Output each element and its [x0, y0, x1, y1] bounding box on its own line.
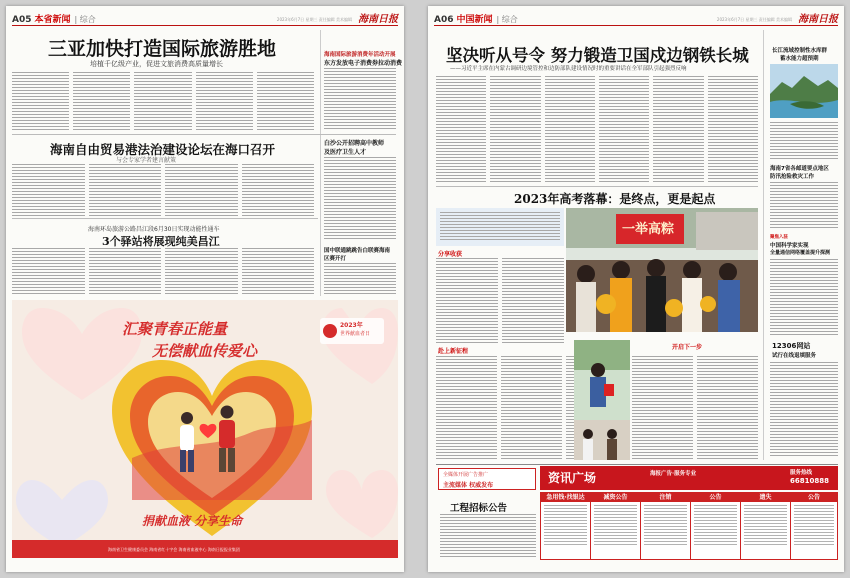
ad-slogan-line1: 汇聚青春正能量	[122, 320, 228, 338]
side-headline-mid: 白沙公开招聘高中教师	[324, 140, 385, 147]
page-number: A06	[434, 15, 454, 25]
sidebar-bottom-headline-2: 试行在线退填服务	[772, 353, 817, 359]
banner-text: 一举高粽	[622, 222, 675, 237]
section-name: 中国新闻	[456, 15, 493, 25]
date-line: 2023年6月7日 星期三 责任编辑 美术编辑	[716, 17, 792, 22]
section-tag-3: 开启下一步	[672, 344, 703, 351]
section-tag-2: 赴上新征程	[438, 348, 469, 355]
side-headline-mid-2: 及医疗卫生人才	[324, 149, 367, 156]
gaokao-lead-box	[436, 208, 564, 246]
story3-kicker: 海南环岛旅游公路昌江段6月30日实现动能性通车	[88, 226, 220, 233]
story2-subheadline: 与会专家学者建言献策	[116, 157, 177, 164]
ad-bottom-slogan: 捐献血液 分享生命	[142, 514, 243, 528]
ad-badge-text: 世界献血者日	[340, 331, 371, 337]
student-photo-1	[574, 340, 630, 420]
ad-column-3: 注销	[641, 493, 691, 559]
ad-footer-text: 海南省卫生健康委员会 海南省红十字会 海南省血液中心 海南日报报业集团	[108, 547, 240, 552]
ad-column-1: 急用钱·找银达	[541, 493, 591, 559]
section-tag-1: 分享收获	[438, 251, 463, 258]
newspaper-logo: 海南日报	[798, 14, 838, 25]
page-number: A05	[12, 15, 32, 25]
main-article-body	[436, 76, 758, 184]
side-article-low-body	[324, 263, 396, 296]
gaokao-headline: 2023年高考落幕：是终点，更是起点	[514, 192, 716, 206]
right-newspaper-page	[428, 6, 844, 572]
promo-box	[438, 468, 536, 490]
blood-donation-ad	[12, 300, 398, 558]
story2-body	[12, 164, 314, 216]
main-headline: 坚决听从号令 努力锻造卫国戍边钢铁长城	[446, 46, 749, 65]
gaokao-celebration-photo	[566, 208, 758, 332]
main-article-body	[12, 72, 314, 130]
main-subheadline: 培植千亿级产业，促进文旅消费高质量增长	[90, 60, 223, 68]
page-header	[434, 10, 838, 26]
side-kicker-top: 海南国际旅游消费年活动开展	[324, 52, 396, 58]
story2-headline: 海南自由贸易港法治建设论坛在海口召开	[50, 142, 276, 157]
ad-slogan-line2: 无偿献血传爱心	[152, 342, 258, 360]
ad-column-6: 公告	[791, 493, 837, 559]
sidebar-top-headline: 长江流域控制性水库群	[772, 48, 828, 54]
hotline-label: 服务热线	[790, 470, 813, 476]
main-headline: 三亚加快打造国际旅游胜地	[48, 38, 277, 60]
sidebar-mid-headline-2: 防汛抢险救灾工作	[770, 174, 815, 180]
hotline-number: 66810888	[790, 477, 829, 485]
ad-column-4: 公告	[691, 493, 741, 559]
sidebar-mid-headline: 海南7省各邮道要点地区	[770, 166, 829, 172]
sidebar-bottom-headline: 12306网站	[772, 342, 811, 350]
sidebar-low-body	[770, 259, 838, 337]
classified-ads	[540, 492, 838, 560]
story3-body	[12, 248, 314, 296]
side-headline-low: 国中联通跳跳告白联赛海南	[324, 248, 391, 254]
ad-badge-year: 2023年	[340, 322, 363, 329]
section-name: 本省新闻	[34, 15, 71, 25]
main-subheadline: ——习近平主席在内蒙古调研边境管控和边防部队建设情况时的重要讲话在全军部队引起强烈反响	[450, 66, 687, 72]
ad-column-2: 减资公告	[591, 493, 641, 559]
promo-text: 全媒体开展广告推广	[443, 472, 489, 478]
classified-header	[540, 466, 838, 490]
sidebar-top-headline-2: 蓄水能力超预期	[780, 56, 819, 62]
sidebar-low-headline: 中国科学家实现	[770, 243, 809, 249]
section-sub: | 综合	[74, 15, 96, 24]
sidebar-mid-body	[770, 182, 838, 228]
page-header	[12, 10, 398, 26]
newspaper-logo: 海南日报	[358, 14, 398, 25]
notice-body	[440, 514, 536, 558]
side-article-mid-body	[324, 157, 396, 241]
left-newspaper-page	[6, 6, 404, 572]
sidebar-top-body	[770, 122, 838, 160]
side-headline-top: 东方发放电子消费券拉动消费	[324, 60, 403, 67]
side-article-top-body	[324, 68, 396, 130]
sidebar-low-kicker: 聚焦入驻	[770, 235, 788, 240]
classified-title: 资讯广场	[548, 471, 597, 485]
sidebar-bottom-body	[770, 362, 838, 458]
gaokao-body-1	[436, 258, 564, 344]
promo-sub: 主流媒体 权威发布	[443, 482, 494, 489]
date-line: 2023年6月7日 星期三 责任编辑 美术编辑	[276, 17, 352, 22]
ad-column-5: 遗失	[741, 493, 791, 559]
section-sub: | 综合	[496, 15, 518, 24]
reservoir-photo	[770, 64, 838, 118]
classified-sub: 海报广告·服务专业	[650, 471, 697, 477]
student-photo-2	[574, 420, 630, 460]
side-headline-low-2: 区赛开打	[324, 256, 347, 262]
sidebar-low-headline-2: 全量通信网络覆盖提升探测	[770, 250, 831, 256]
notice-title: 工程招标公告	[450, 503, 508, 514]
story3-headline: 3个驿站将展现纯美昌江	[102, 235, 220, 248]
